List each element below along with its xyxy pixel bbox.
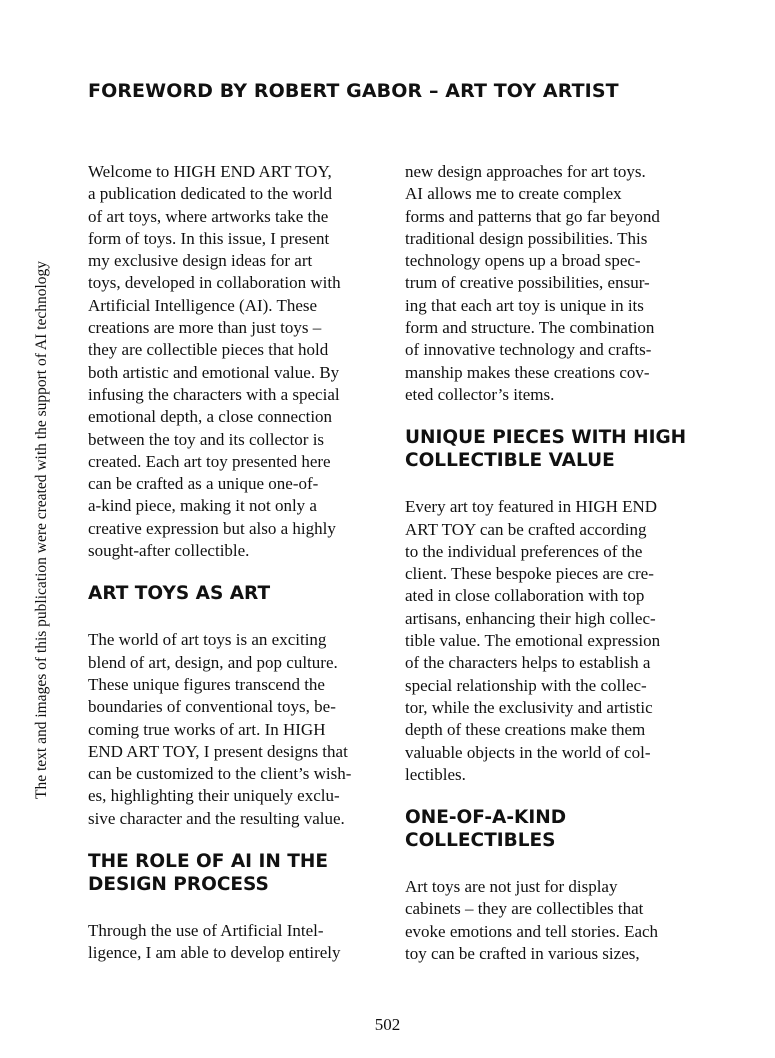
heading-role-of-ai: THE ROLE OF AI IN THE DESIGN PROCESS (88, 851, 329, 896)
unique-pieces-paragraph: Every art toy featured in HIGH END ART TOY can be crafted according to the individual preferences of the client. These bespoke pieces are cre- ated in close collaboration with top artisans, enhancing their high collec- tible value. The emotional expression of the characters helps to establish a special relationship with the collec- tor, while the exclusivity and artistic depth of these creations make them valuable objects in the world of col- lectibles. (405, 497, 661, 784)
ai-paragraph-continued: new design approaches for art toys. AI allows me to create complex forms and patterns that go far beyond traditional design possibilities. This technology opens up a broad spec- trum of creative possibilities, ensur- ing that each art toy is unique in its form and structure. The combination of innovative technology and crafts- manship makes these creations cov- eted collector’s items. (405, 162, 660, 404)
right-column (405, 161, 695, 965)
ai-paragraph: Through the use of Artificial Intel- ligence, I am able to develop entirely (88, 921, 341, 963)
art-toys-paragraph: The world of art toys is an exciting blend of art, design, and pop culture. These unique figures transcend the boundaries of conventional toys, be- coming true works of art. In HIGH END ART TOY, I present designs that can be customized to the client’s wish- es, highlighting their uniquely exclu- sive character and the resulting value. (88, 630, 352, 828)
page-number: 502 (374, 1015, 401, 1034)
page-title: FOREWORD BY ROBERT GABOR – ART TOY ARTIST (88, 80, 619, 102)
heading-art-toys-as-art: ART TOYS AS ART (88, 583, 271, 605)
one-of-a-kind-paragraph: Art toys are not just for display cabinets – they are collectibles that evoke emotions and tell stories. Each toy can be crafted in various sizes, (405, 877, 659, 964)
heading-unique-pieces: UNIQUE PIECES WITH HIGH COLLECTIBLE VALUE (405, 427, 687, 472)
heading-one-of-a-kind: ONE-OF-A-KIND COLLECTIBLES (405, 807, 567, 852)
left-column (88, 161, 378, 965)
side-note: The text and images of this publication were created with the support of AI technology (33, 260, 50, 800)
intro-paragraph: Welcome to HIGH END ART TOY, a publication dedicated to the world of art toys, where artworks take the form of toys. In this issue, I present my exclusive design ideas for art toys, developed in collaboration with Artificial Intelligence (AI). These creations are more than just toys – they are collectible pieces that hold both artistic and emotional value. By infusing the characters with a special emotional depth, a close connection between the toy and its collector is created. Each art toy presented here can be crafted as a unique one-of- a-kind piece, making it not only a creative expression but also a highly sought-after collectible. (88, 162, 341, 561)
